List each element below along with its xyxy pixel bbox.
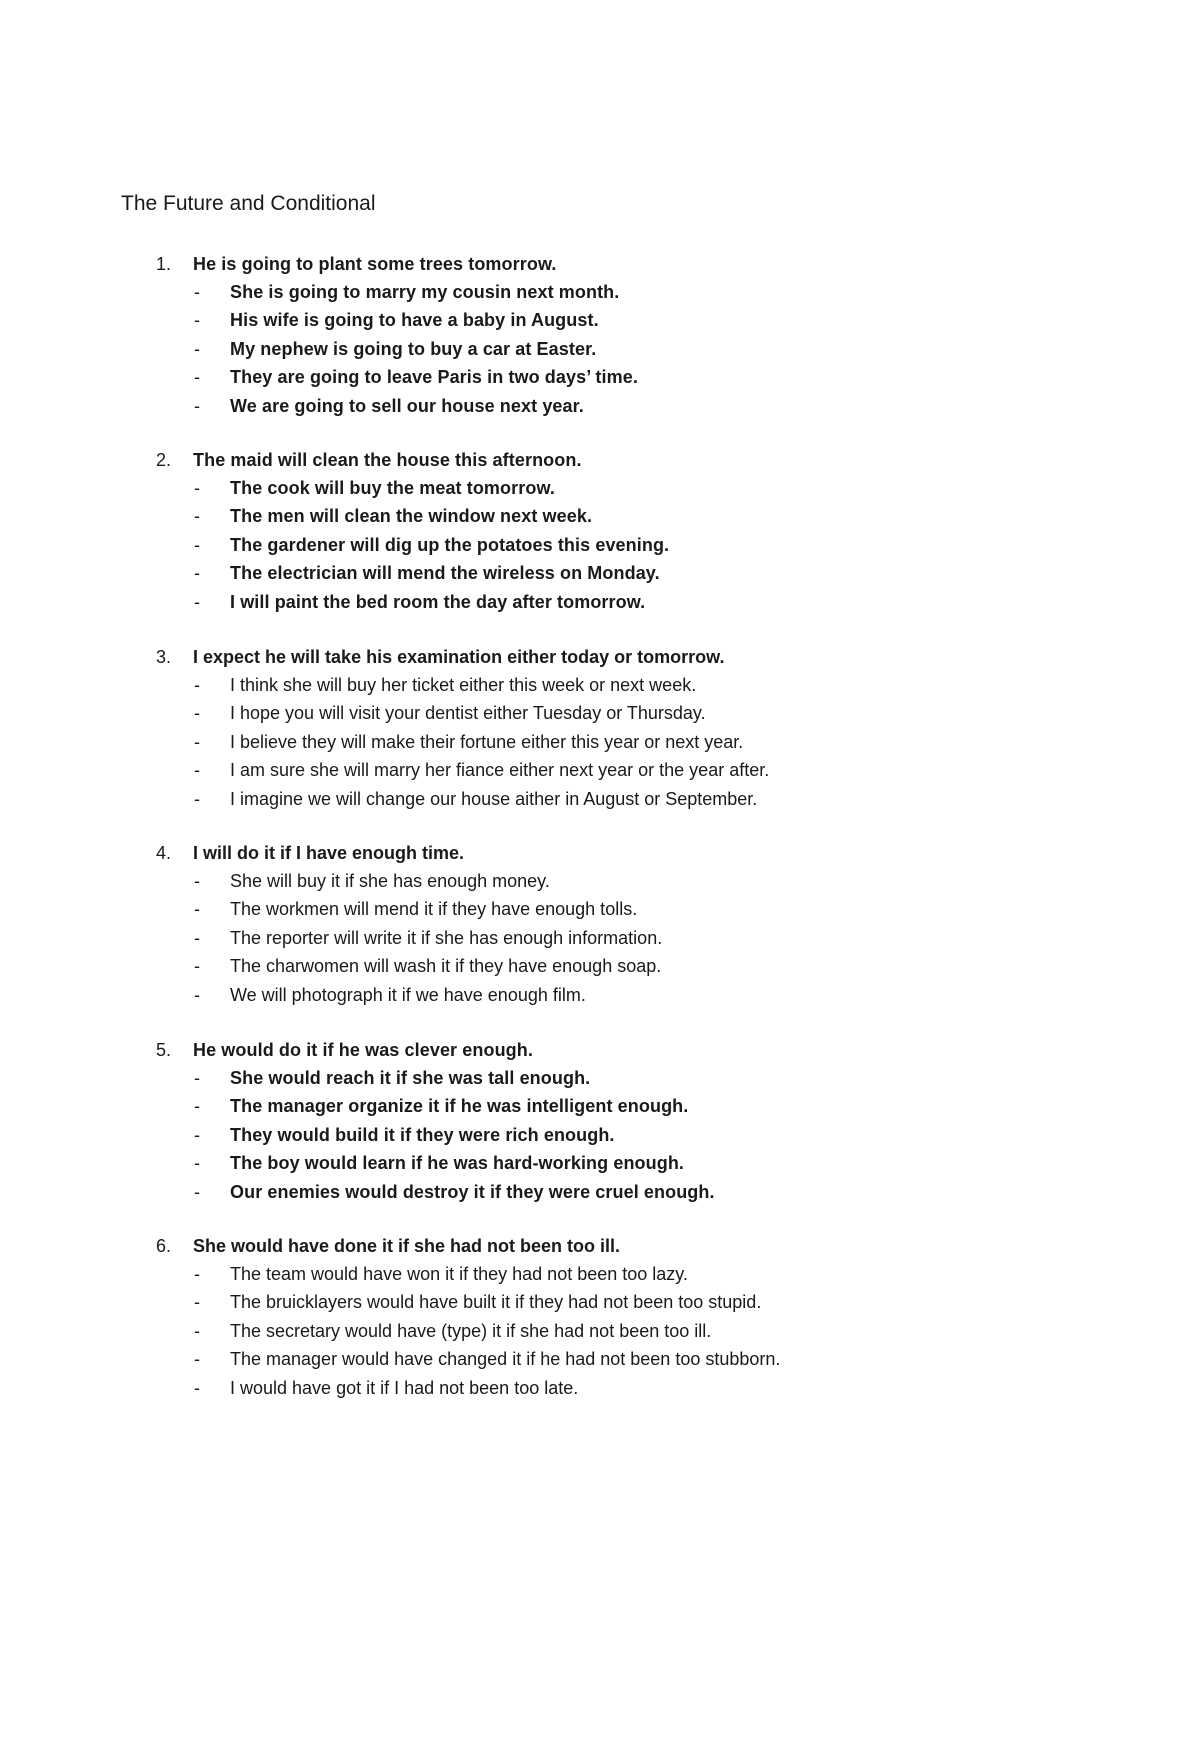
example-sentence: They are going to leave Paris in two days’ time. (230, 367, 638, 388)
section-number: 1. (156, 254, 172, 274)
list-item (0, 671, 1000, 699)
section-main-sentence: I expect he will take his examination either today or tomorrow. (193, 647, 725, 667)
example-sentence: I hope you will visit your dentist either Tuesday or Thursday. (230, 703, 706, 724)
list-item (0, 502, 1000, 530)
dash-bullet: - (194, 338, 200, 359)
example-sentence: I believe they will make their fortune either this year or next year. (230, 731, 744, 752)
dash-bullet: - (194, 1153, 200, 1174)
example-list (0, 278, 1000, 420)
dash-bullet: - (194, 1320, 200, 1341)
dash-bullet: - (194, 1096, 200, 1117)
dash-bullet: - (194, 534, 200, 555)
example-sentence: The manager organize it if he was intelligent enough. (230, 1096, 689, 1117)
example-list (0, 671, 1000, 813)
example-list (0, 1260, 1000, 1402)
example-sentence: I will paint the bed room the day after tomorrow. (230, 591, 646, 612)
example-sentence: They would build it if they were rich enough. (230, 1124, 615, 1145)
dash-bullet: - (194, 984, 200, 1005)
list-item (0, 1288, 1000, 1316)
dash-bullet: - (194, 1124, 200, 1145)
section-main-sentence: I will do it if I have enough time. (193, 843, 465, 863)
dash-bullet: - (194, 871, 200, 891)
list-item (0, 785, 1000, 813)
section-main-sentence: He is going to plant some trees tomorrow. (193, 254, 557, 274)
dash-bullet: - (194, 675, 200, 695)
section-number: 5. (156, 1040, 172, 1060)
example-sentence: I would have got it if I had not been too late. (230, 1377, 579, 1398)
list-item (0, 1374, 1000, 1402)
example-sentence: The electrician will mend the wireless on Monday. (230, 563, 660, 584)
example-sentence: The manager would have changed it if he had not been too stubborn. (230, 1349, 781, 1370)
page-title: The Future and Conditional (121, 192, 376, 215)
list-item (0, 728, 1000, 756)
list-item (0, 1064, 1000, 1092)
list-item (0, 1345, 1000, 1373)
example-list (0, 867, 1000, 1009)
example-sentence: I imagine we will change our house aither in August or September. (230, 788, 758, 809)
example-sentence: The bruicklayers would have built it if they had not been too stupid. (230, 1292, 762, 1313)
example-sentence: We are going to sell our house next year. (230, 395, 584, 416)
list-item (0, 278, 1000, 306)
dash-bullet: - (194, 1264, 200, 1284)
example-sentence: We will photograph it if we have enough film. (230, 984, 586, 1005)
list-item (0, 392, 1000, 420)
dash-bullet: - (194, 1181, 200, 1202)
list-item (0, 867, 1000, 895)
example-list (0, 474, 1000, 616)
example-sentence: The gardener will dig up the potatoes this evening. (230, 534, 670, 555)
list-item (0, 474, 1000, 502)
dash-bullet: - (194, 1349, 200, 1370)
section-number: 6. (156, 1236, 172, 1256)
list-item (0, 1149, 1000, 1177)
list-item (0, 981, 1000, 1009)
section-main-sentence: He would do it if he was clever enough. (193, 1040, 533, 1060)
section-number: 2. (156, 450, 172, 470)
list-item (0, 952, 1000, 980)
example-sentence: The team would have won it if they had not been too lazy. (230, 1264, 688, 1284)
example-sentence: The secretary would have (type) it if she had not been too ill. (230, 1320, 712, 1341)
dash-bullet: - (194, 703, 200, 724)
list-item (0, 1121, 1000, 1149)
dash-bullet: - (194, 731, 200, 752)
dash-bullet: - (194, 1377, 200, 1398)
list-item (0, 1260, 1000, 1288)
dash-bullet: - (194, 956, 200, 977)
list-item (0, 531, 1000, 559)
example-sentence: The workmen will mend it if they have enough tolls. (230, 899, 638, 920)
example-sentence: She is going to marry my cousin next month. (230, 282, 620, 302)
section-main-sentence: She would have done it if she had not been too ill. (193, 1236, 621, 1256)
dash-bullet: - (194, 1292, 200, 1313)
example-list (0, 1064, 1000, 1206)
example-sentence: My nephew is going to buy a car at Easter. (230, 338, 597, 359)
example-sentence: I am sure she will marry her fiance either next year or the year after. (230, 760, 770, 781)
list-item (0, 363, 1000, 391)
list-item (0, 924, 1000, 952)
example-sentence: She will buy it if she has enough money. (230, 871, 550, 891)
list-item (0, 895, 1000, 923)
example-sentence: His wife is going to have a baby in August. (230, 310, 599, 331)
list-item (0, 559, 1000, 587)
dash-bullet: - (194, 310, 200, 331)
dash-bullet: - (194, 927, 200, 948)
example-sentence: The cook will buy the meat tomorrow. (230, 478, 555, 498)
list-item (0, 306, 1000, 334)
dash-bullet: - (194, 760, 200, 781)
list-item (0, 1178, 1000, 1206)
example-sentence: The reporter will write it if she has enough information. (230, 927, 663, 948)
dash-bullet: - (194, 395, 200, 416)
dash-bullet: - (194, 563, 200, 584)
list-item (0, 1092, 1000, 1120)
dash-bullet: - (194, 478, 200, 498)
section-main-sentence: The maid will clean the house this afternoon. (193, 450, 582, 470)
list-item (0, 699, 1000, 727)
dash-bullet: - (194, 367, 200, 388)
example-sentence: The men will clean the window next week. (230, 506, 593, 527)
list-item (0, 335, 1000, 363)
dash-bullet: - (194, 506, 200, 527)
section-number: 3. (156, 647, 172, 667)
example-sentence: I think she will buy her ticket either this week or next week. (230, 675, 697, 695)
dash-bullet: - (194, 899, 200, 920)
dash-bullet: - (194, 1068, 200, 1088)
list-item (0, 588, 1000, 616)
list-item (0, 756, 1000, 784)
example-sentence: The boy would learn if he was hard-working enough. (230, 1153, 685, 1174)
dash-bullet: - (194, 591, 200, 612)
dash-bullet: - (194, 282, 200, 302)
section-number: 4. (156, 843, 172, 863)
example-sentence: She would reach it if she was tall enough. (230, 1068, 591, 1088)
dash-bullet: - (194, 788, 200, 809)
example-sentence: The charwomen will wash it if they have enough soap. (230, 956, 662, 977)
list-item (0, 1317, 1000, 1345)
example-sentence: Our enemies would destroy it if they were cruel enough. (230, 1181, 715, 1202)
